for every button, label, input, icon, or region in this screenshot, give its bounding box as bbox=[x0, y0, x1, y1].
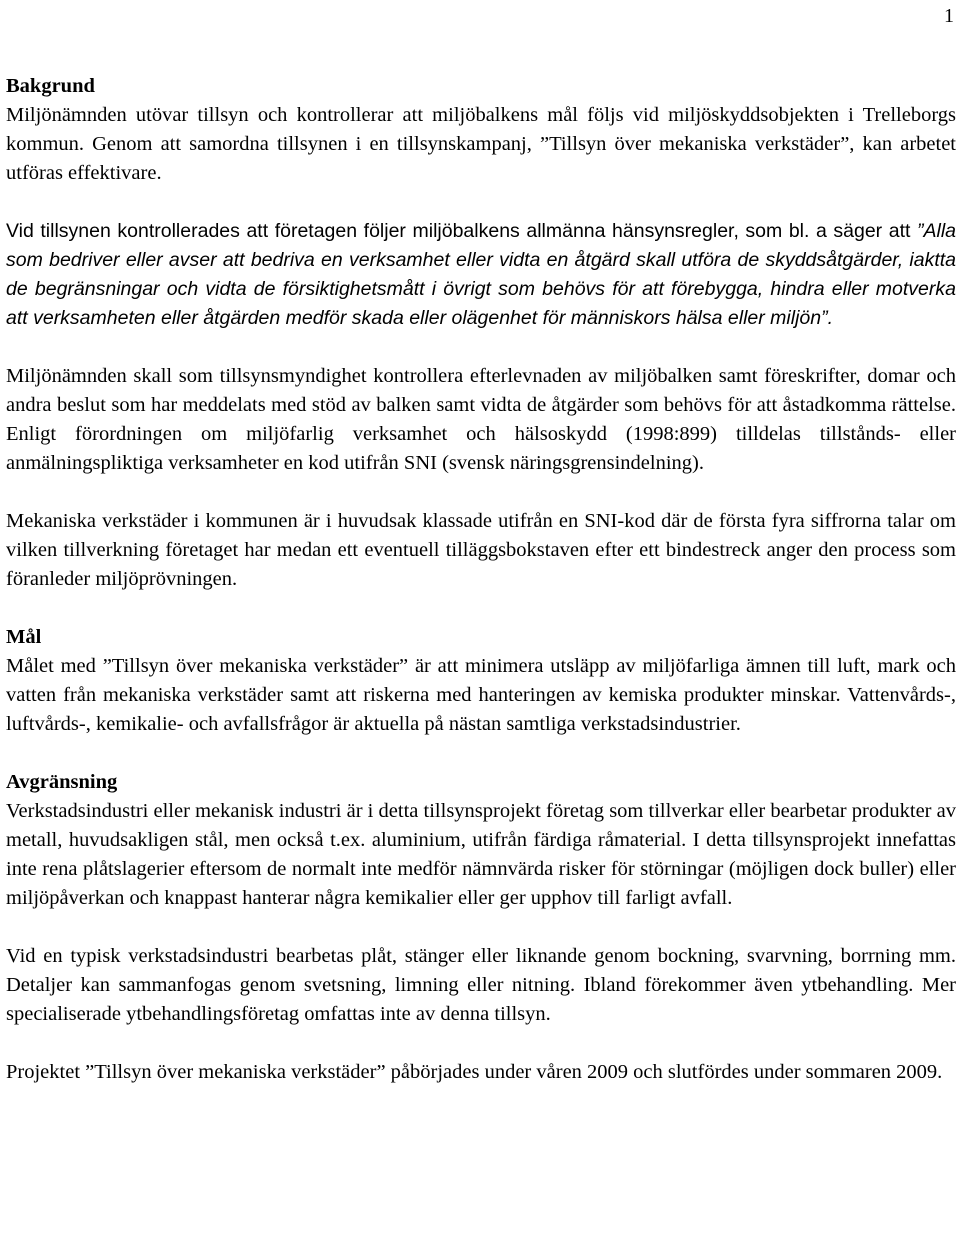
section-bakgrund-p2 bbox=[6, 217, 956, 333]
section-avgransning-p3: Projektet ”Tillsyn över mekaniska verkstäder” påbörjades under våren 2009 och slutfördes under sommaren 2009. bbox=[6, 1061, 943, 1083]
heading-avgransning: Avgränsning bbox=[6, 771, 118, 793]
quote-text: ”Alla som bedriver eller avser att bedriva en verksamhet eller vidta en åtgärd skall utföra de skyddsåtgärder, iaktta de begränsningar och vidta de försiktighetsmått i övrigt som behövs för att förebygga, hindra eller motverka att verksamheten eller åtgärden medför skada eller olägenhet för människors hälsa eller miljön”. bbox=[6, 220, 956, 329]
paragraph-text: Miljönämnden utövar tillsyn och kontrollerar att miljöbalkens mål följs vid miljöskyddsobjekten i Trelleborgs kommun. Genom att samordna tillsynen i en tillsynskampanj, ”Tillsyn över mekaniska verkstäder”, kan arbetet utföras effektivare. bbox=[6, 104, 956, 184]
paragraph-text: Vid tillsynen kontrollerades att företagen följer miljöbalkens allmänna hänsynsregler, som bl. a säger att bbox=[6, 220, 917, 242]
page-number: 1 bbox=[944, 5, 954, 27]
document-body bbox=[6, 72, 956, 1116]
paragraph-text: Målet med ”Tillsyn över mekaniska verkstäder” är att minimera utsläpp av miljöfarliga ämnen till luft, mark och vatten från mekaniska verkstäder samt att riskerna med hanteringen av kemiska produkter minskar. Vattenvårds-, luftvårds-, kemikalie- och avfallsfrågor är aktuella på nästan samtliga verkstadsindustrier. bbox=[6, 655, 956, 735]
section-avgransning-p1 bbox=[6, 768, 956, 913]
section-avgransning-p2: Vid en typisk verkstadsindustri bearbetas plåt, stänger eller liknande genom bockning, svarvning, borrning mm. Detaljer kan sammanfogas genom svetsning, limning eller nitning. Ibland förekommer även ytbehandling. Mer specialiserade ytbehandlingsföretag omfattas inte av denna tillsyn. bbox=[6, 945, 956, 1025]
heading-mal: Mål bbox=[6, 626, 42, 648]
heading-bakgrund: Bakgrund bbox=[6, 75, 95, 97]
section-bakgrund-p4: Mekaniska verkstäder i kommunen är i huvudsak klassade utifrån en SNI-kod där de första fyra siffrorna talar om vilken tillverkning företaget har medan ett eventuell tilläggsbokstaven efter ett bindestreck anger den process som föranleder miljöprövningen. bbox=[6, 510, 956, 590]
section-bakgrund-p3: Miljönämnden skall som tillsynsmyndighet kontrollera efterlevnaden av miljöbalken samt föreskrifter, domar och andra beslut som har meddelats med stöd av balken samt vidta de åtgärder som behövs för att åstadkomma rättelse. Enligt förordningen om miljöfarlig verksamhet och hälsoskydd (1998:899) tilldelas tillstånds- eller anmälningspliktiga verksamheter en kod utifrån SNI (svensk näringsgrensindelning). bbox=[6, 365, 956, 474]
paragraph-text: Verkstadsindustri eller mekanisk industri är i detta tillsynsprojekt företag som tillverkar eller bearbetar produkter av metall, huvudsakligen stål, men också t.ex. aluminium, utifrån färdiga råmaterial. I detta tillsynsprojekt innefattas inte rena plåtslagerier eftersom de normalt inte medför nämnvärda risker för störningar (möjligen dock buller) eller miljöpåverkan och knappast hanterar några kemikalier eller ger upphov till farligt avfall. bbox=[6, 800, 956, 909]
section-mal-p1 bbox=[6, 623, 956, 739]
section-bakgrund-p1 bbox=[6, 72, 956, 188]
